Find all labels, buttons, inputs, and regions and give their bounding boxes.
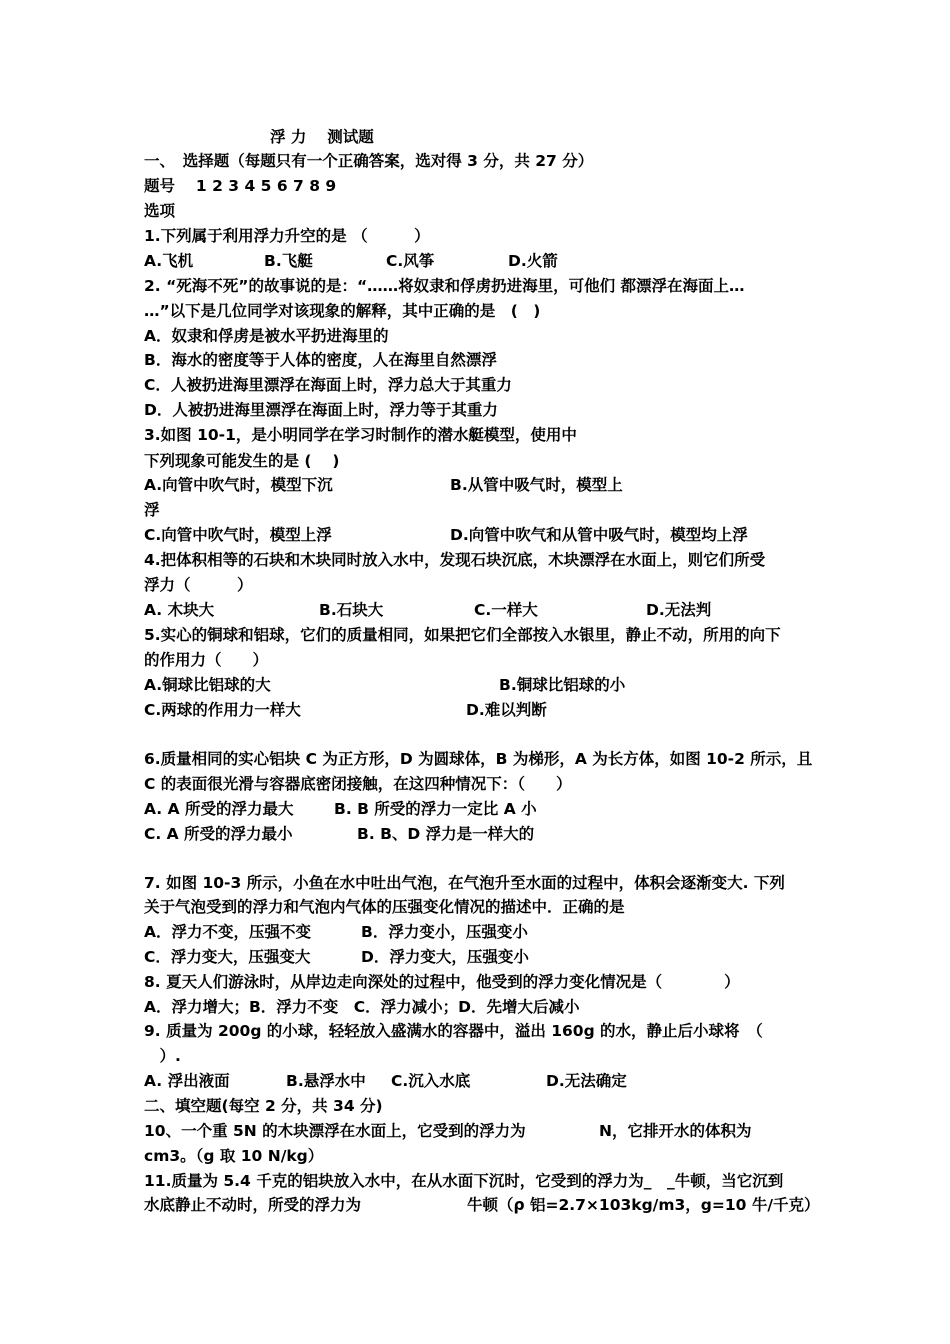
question-3-stem-line-1: 3.如图 10-1，是小明同学在学习时制作的潜水艇模型，使用中 xyxy=(144,426,577,444)
q7-option-b: B．浮力变小，压强变小 xyxy=(361,923,528,941)
q3-option-b: B.从管中吸气时，模型上 xyxy=(450,476,623,494)
q6-option-d: B. B、D 浮力是一样大的 xyxy=(357,825,535,843)
q1-option-a: A.飞机 xyxy=(144,252,194,270)
q4-option-a: A. 木块大 xyxy=(144,601,215,619)
q9-option-b: B.悬浮水中 xyxy=(286,1072,366,1090)
q7-option-d: D．浮力变大，压强变小 xyxy=(361,948,529,966)
question-6-stem-line-1: 6.质量相同的实心铝块 C 为正方形，D 为圆球体，B 为梯形，A 为长方体，如图 10-2 所示，且 xyxy=(144,750,813,768)
q4-option-d: D.无法判 xyxy=(646,601,712,619)
q5-option-d: D.难以判断 xyxy=(466,701,547,719)
q2-option-a: A．奴隶和俘虏是被水平扔进海里的 xyxy=(144,327,389,345)
q2-option-b: B．海水的密度等于人体的密度，人在海里自然漂浮 xyxy=(144,351,497,369)
question-11-line-2a: 水底静止不动时，所受的浮力为 xyxy=(144,1196,362,1214)
question-9-stem-line-1: 9. 质量为 200g 的小球，轻轻放入盛满水的容器中，溢出 160g 的水，静止后小球将 （ xyxy=(144,1022,763,1040)
question-5-stem-line-2: 的作用力（ ） xyxy=(144,651,269,669)
q5-option-a: A.铜球比铝球的大 xyxy=(144,676,271,694)
question-2-stem-line-2: …”以下是几位同学对该现象的解释，其中正确的是 ( ) xyxy=(144,302,541,320)
question-3-stem-line-2: 下列现象可能发生的是 ( ) xyxy=(144,452,340,470)
question-4-stem-line-2: 浮力（ ） xyxy=(144,576,253,594)
q5-option-c: C.两球的作用力一样大 xyxy=(144,701,301,719)
q3-option-b-wrap: 浮 xyxy=(144,501,160,519)
question-1-stem: 1.下列属于利用浮力升空的是 （ ） xyxy=(144,227,430,245)
answer-grid-numbers: 1 2 3 4 5 6 7 8 9 xyxy=(195,177,337,195)
q6-option-a: A. A 所受的浮力最大 xyxy=(144,800,294,818)
question-6-stem-line-2: C 的表面很光滑与容器底密闭接触，在这四种情况下：（ ） xyxy=(144,775,572,793)
q6-option-c: C. A 所受的浮力最小 xyxy=(144,825,293,843)
question-7-stem-line-1: 7. 如图 10-3 所示，小鱼在水中吐出气泡，在气泡升至水面的过程中，体积会逐渐变大. 下列 xyxy=(144,874,785,892)
question-5-stem-line-1: 5.实心的铜球和铝球，它们的质量相同，如果把它们全部按入水银里，静止不动，所用的向下 xyxy=(144,626,781,644)
q3-option-d: D.向管中吹气和从管中吸气时，模型均上浮 xyxy=(450,526,748,544)
q5-option-b: B.铜球比铝球的小 xyxy=(499,676,626,694)
question-2-stem-line-1: 2. “死海不死”的故事说的是：“……将奴隶和俘虏扔进海里，可他们 都漂浮在海面上… xyxy=(144,277,745,295)
question-11-line-2b: 牛顿（ρ 铝=2.7×103kg/m3，g=10 牛/千克） xyxy=(467,1196,820,1214)
answer-grid-header xyxy=(144,176,336,196)
q9-option-d: D.无法确定 xyxy=(546,1072,627,1090)
question-7-stem-line-2: 关于气泡受到的浮力和气泡内气体的压强变化情况的描述中．正确的是 xyxy=(144,898,625,916)
q6-option-b: B. B 所受的浮力一定比 A 小 xyxy=(334,800,537,818)
q1-option-c: C.风筝 xyxy=(386,252,435,270)
q9-option-c: C.沉入水底 xyxy=(391,1072,471,1090)
question-9-stem-line-2: ）. xyxy=(144,1047,181,1065)
question-10-line-1a: 10、一个重 5N 的木块漂浮在水面上，它受到的浮力为 xyxy=(144,1122,526,1140)
question-4-stem-line-1: 4.把体积相等的石块和木块同时放入水中，发现石块沉底，木块漂浮在水面上，则它们所受 xyxy=(144,551,766,569)
q3-option-c: C.向管中吹气时，模型上浮 xyxy=(144,526,332,544)
q4-option-b: B.石块大 xyxy=(319,601,384,619)
q4-option-c: C.一样大 xyxy=(474,601,538,619)
q1-option-b: B.飞艇 xyxy=(264,252,313,270)
section-1-heading: 一、 选择题（每题只有一个正确答案，选对得 3 分，共 27 分） xyxy=(144,152,594,170)
answer-grid-label: 题号 xyxy=(144,177,176,195)
q1-option-d: D.火箭 xyxy=(508,252,558,270)
question-10-line-1b: N，它排开水的体积为 xyxy=(599,1122,752,1140)
section-2-heading: 二、填空题(每空 2 分，共 34 分) xyxy=(144,1097,383,1115)
page-title: 浮 力 测试题 xyxy=(270,128,374,146)
q9-option-a: A. 浮出液面 xyxy=(144,1072,230,1090)
q2-option-c: C．人被扔进海里漂浮在海面上时，浮力总大于其重力 xyxy=(144,376,512,394)
q8-options: A．浮力增大；B．浮力不变 C．浮力减小；D．先增大后减小 xyxy=(144,998,580,1016)
answer-grid-options-label: 选项 xyxy=(144,202,176,220)
q3-option-a: A.向管中吹气时，模型下沉 xyxy=(144,476,333,494)
q7-option-a: A．浮力不变，压强不变 xyxy=(144,923,311,941)
question-10-line-2: cm3。（g 取 10 N/kg） xyxy=(144,1147,324,1165)
question-8-stem: 8. 夏天人们游泳时，从岸边走向深处的过程中，他受到的浮力变化情况是（ ） xyxy=(144,973,740,991)
q2-option-d: D．人被扔进海里漂浮在海面上时，浮力等于其重力 xyxy=(144,401,498,419)
question-11-line-1: 11.质量为 5.4 千克的铝块放入水中，在从水面下沉时，它受到的浮力为_ _牛顿，当它沉到 xyxy=(144,1172,784,1190)
q7-option-c: C．浮力变大，压强变大 xyxy=(144,948,311,966)
